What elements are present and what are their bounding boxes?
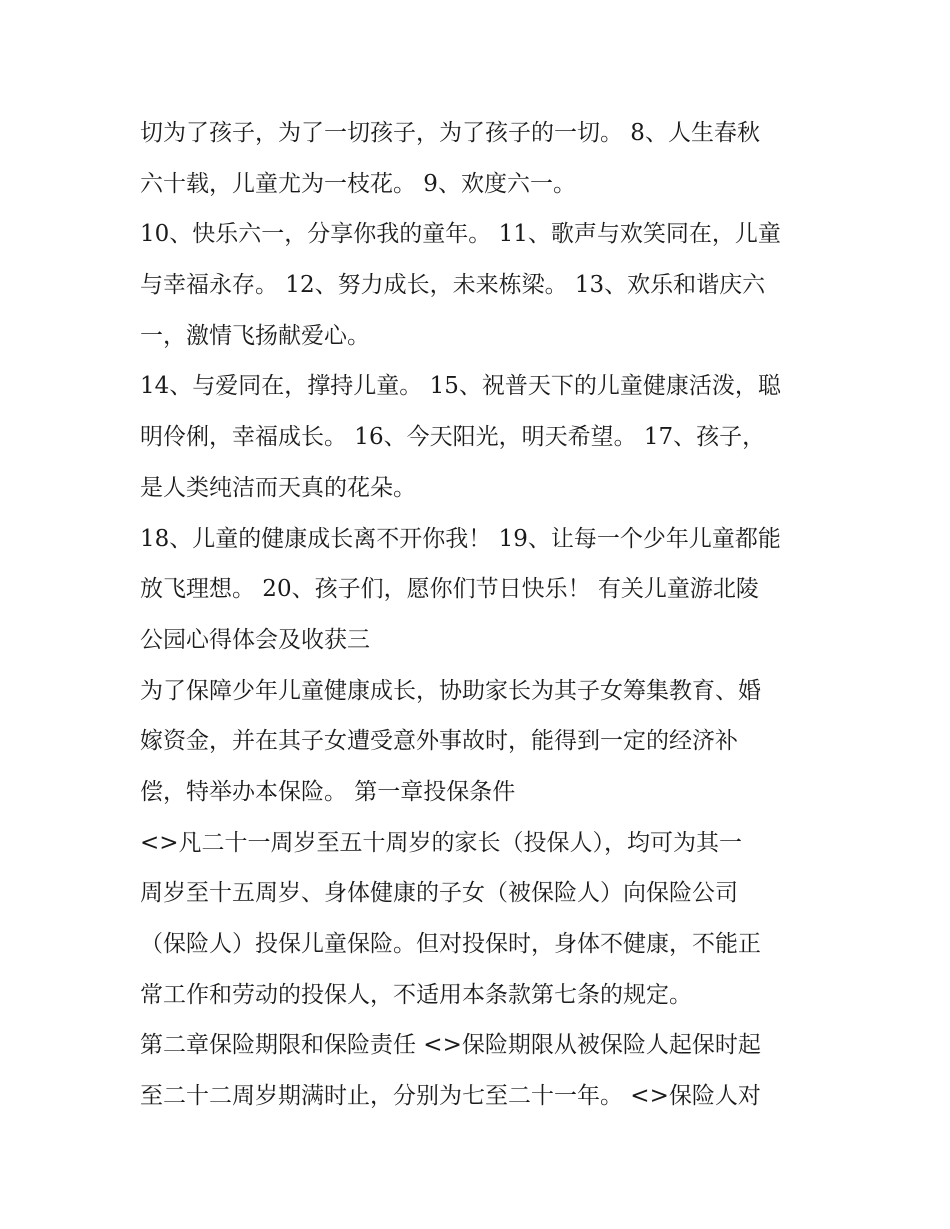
text-line: 周岁至十五周岁、身体健康的子女（被保险人）向保险公司	[140, 880, 738, 907]
text-line: 为了保障少年儿童健康成长，协助家长为其子女筹集教育、婚	[140, 677, 761, 704]
text-line: <>凡二十一周岁至五十周岁的家长（投保人），均可为其一	[140, 829, 743, 856]
text-line: 切为了孩子，为了一切孩子，为了孩子的一切。 8、人生春秋	[140, 120, 760, 146]
text-line: 六十载，儿童尤为一枝花。 9、欢度六一。	[140, 170, 576, 197]
body-text	[140, 108, 820, 1122]
text-line: 10、快乐六一，分享你我的童年。 11、歌声与欢笑同在，儿童	[140, 221, 781, 248]
text-line: 偿，特举办本保险。 第一章投保条件	[140, 778, 516, 805]
text-line: 公园心得体会及收获三	[140, 626, 370, 653]
text-line: 放飞理想。 20、孩子们，愿你们节日快乐！ 有关儿童游北陵	[140, 576, 759, 603]
text-line: 14、与爱同在，撑持儿童。 15、祝普天下的儿童健康活泼，聪	[140, 373, 781, 400]
text-line: 一，激情飞扬献爱心。	[140, 322, 370, 349]
text-line: 至二十二周岁期满时止，分别为七至二十一年。 <>保险人对	[140, 1083, 761, 1110]
text-line: 明伶俐，幸福成长。 16、今天阳光，明天希望。 17、孩子，	[140, 424, 766, 451]
text-line: 18、儿童的健康成长离不开你我！ 19、让每一个少年儿童都能	[140, 525, 781, 552]
text-line: 是人类纯洁而天真的花朵。	[140, 474, 416, 501]
text-line: （保险人）投保儿童保险。但对投保时，身体不健康，不能正	[140, 931, 761, 957]
text-line: 嫁资金，并在其子女遭受意外事故时，能得到一定的经济补	[140, 728, 738, 755]
text-line: 常工作和劳动的投保人，不适用本条款第七条的规定。	[140, 981, 692, 1008]
text-line: 第二章保险期限和保险责任 <>保险期限从被保险人起保时起	[140, 1032, 761, 1059]
text-line: 与幸福永存。 12、努力成长，未来栋梁。 13、欢乐和谐庆六	[140, 272, 766, 299]
